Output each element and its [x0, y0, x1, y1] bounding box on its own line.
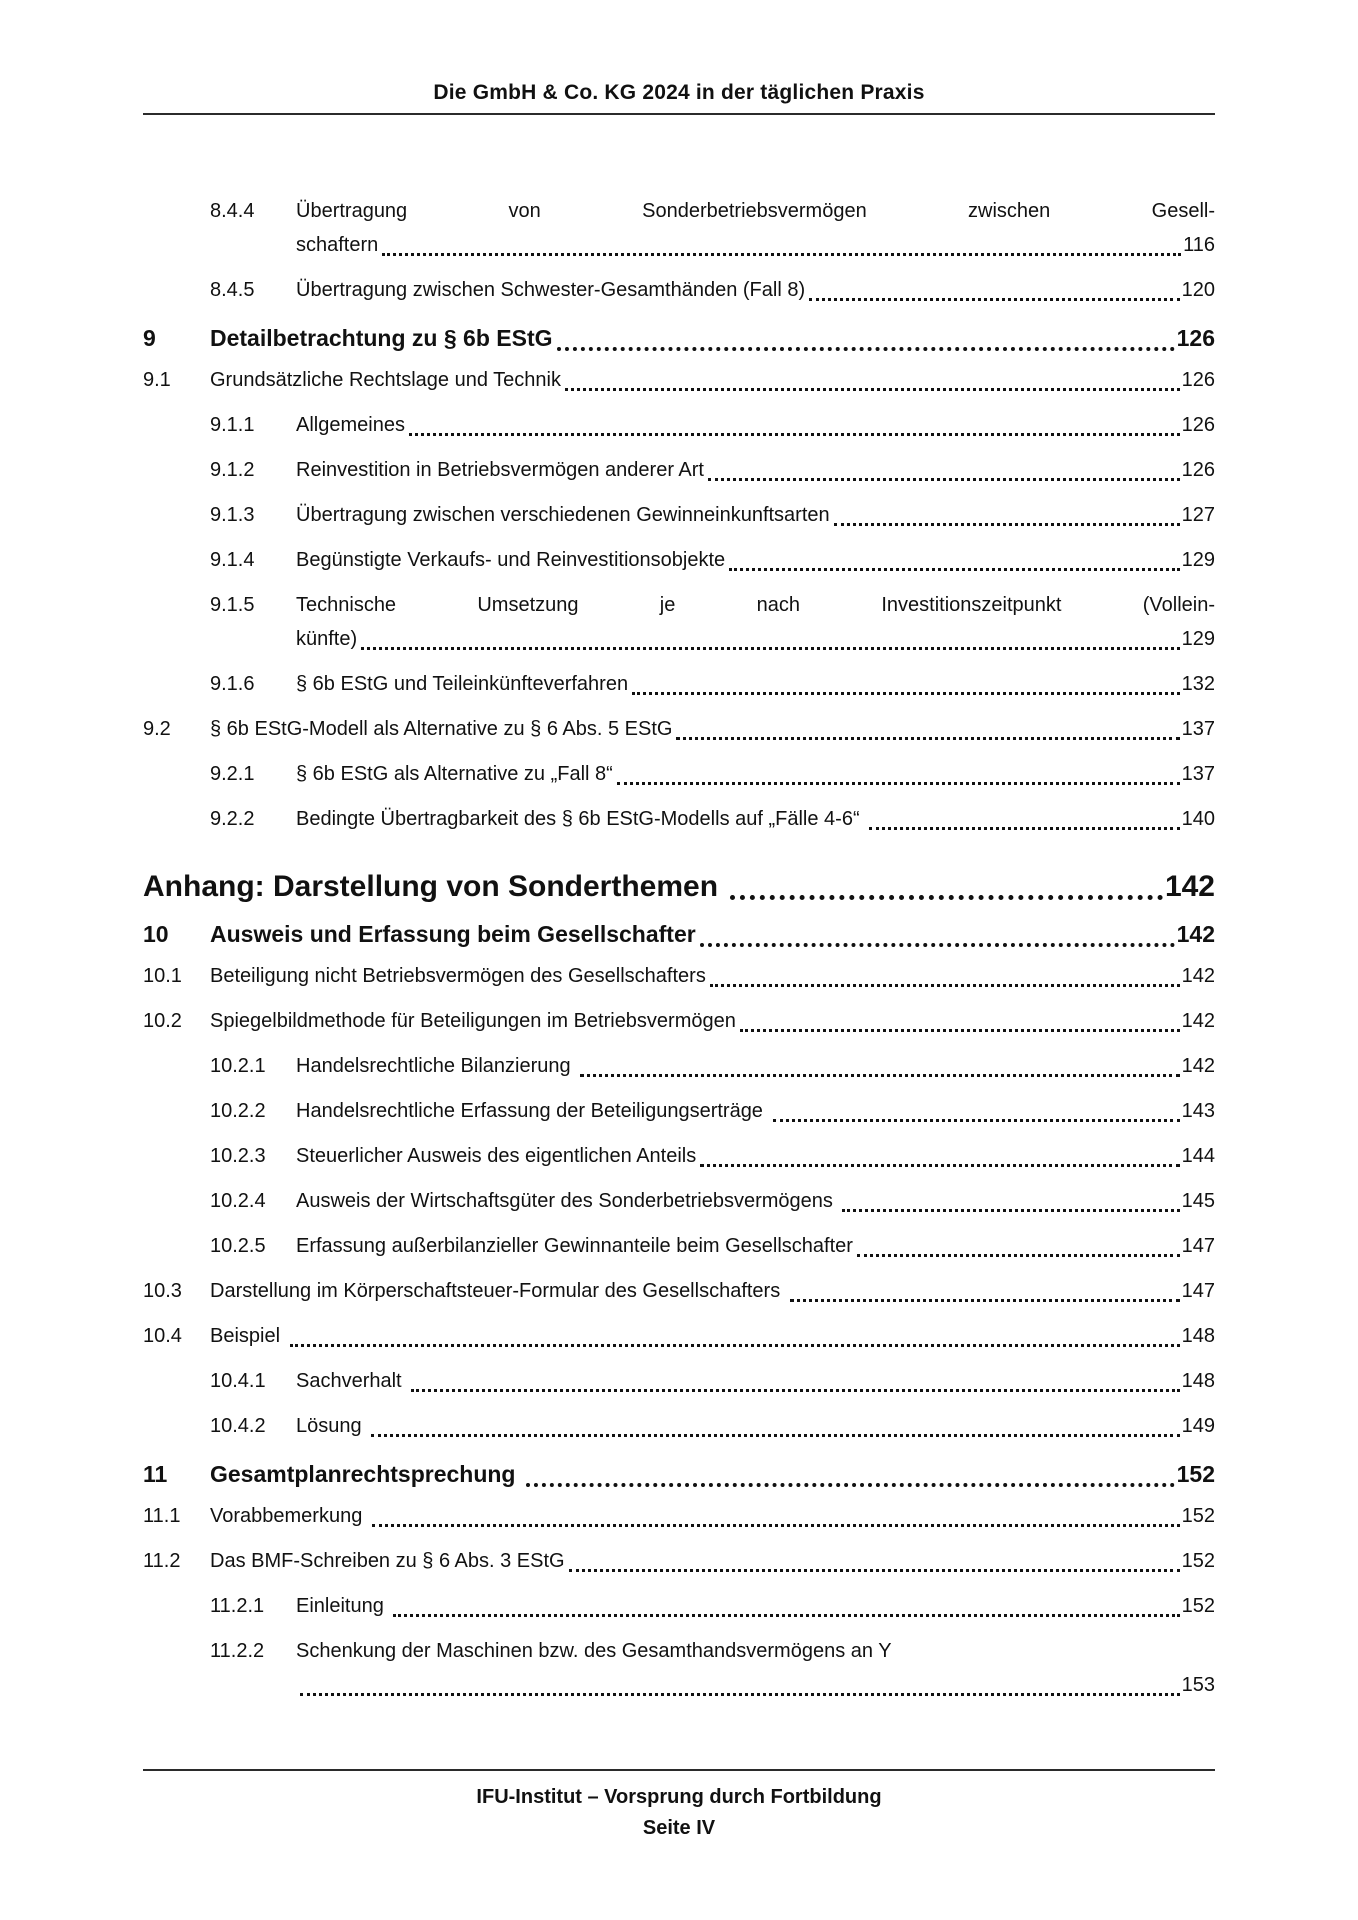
- toc-entry-title-line1: Technische Umsetzung je nach Investitionszeitpunkt (Vollein-: [296, 594, 1215, 616]
- dot-leader: [393, 1614, 1179, 1617]
- dot-leader: [580, 1074, 1179, 1077]
- toc-entry-number: 9.1: [143, 369, 171, 391]
- toc-entry-body: [296, 667, 1215, 701]
- toc-leader-line: [296, 667, 1215, 701]
- toc-entry-9.1.2: [143, 453, 1215, 487]
- toc-leader-line: [296, 1184, 1215, 1218]
- dot-leader: [710, 984, 1180, 987]
- toc-entry-9.1.4: [143, 543, 1215, 577]
- toc-leader-line: [210, 363, 1215, 397]
- dot-leader: [729, 568, 1179, 571]
- toc-entry-title: Ausweis und Erfassung beim Gesellschafter: [210, 921, 696, 947]
- toc-page-number: 142: [1164, 870, 1215, 903]
- toc-entry-body: [210, 959, 1215, 993]
- toc-entry-title: Spiegelbildmethode für Beteiligungen im Betriebsvermögen: [210, 1010, 736, 1032]
- toc-entry-number: 10: [143, 921, 169, 947]
- dot-leader: [869, 827, 1179, 830]
- toc-entry-number: 10.2.2: [210, 1100, 266, 1122]
- toc-entry-number: 8.4.5: [210, 279, 255, 301]
- toc-page-number: 147: [1181, 1280, 1215, 1302]
- toc-entry-title: Darstellung im Körperschaftsteuer-Formular des Gesellschafters: [210, 1280, 786, 1302]
- toc-entry-9.2.1: [143, 757, 1215, 791]
- toc-leader-line: [296, 453, 1215, 487]
- toc-entry-9.1.3: [143, 498, 1215, 532]
- toc-entry-9.1.1: [143, 408, 1215, 442]
- toc-entry-body: [210, 318, 1215, 358]
- toc-leader-line: [210, 1274, 1215, 1308]
- toc-entry-title: Reinvestition in Betriebsvermögen anderer Art: [296, 459, 704, 481]
- toc-entry-title: Ausweis der Wirtschaftsgüter des Sonderbetriebsvermögens: [296, 1190, 839, 1212]
- toc-page-number: 142: [1181, 1010, 1215, 1032]
- toc-entry-9.1: [143, 363, 1215, 397]
- toc-entry-title: Bedingte Übertragbarkeit des § 6b EStG-Modells auf „Fälle 4-6“: [296, 808, 866, 830]
- toc-leader-line: [296, 228, 1215, 262]
- toc-entry-number: 11.1: [143, 1505, 181, 1527]
- toc-entry-number: 10.2.5: [210, 1235, 266, 1257]
- toc-entry-number: 11.2: [143, 1550, 181, 1572]
- toc-leader-line: [296, 757, 1215, 791]
- dot-leader: [790, 1299, 1180, 1302]
- dot-leader: [857, 1254, 1180, 1257]
- toc-entry-title: Sachverhalt: [296, 1370, 408, 1392]
- toc-entry-body: [296, 1139, 1215, 1173]
- toc-leader-line: [210, 1319, 1215, 1353]
- toc-page-number: 142: [1181, 1055, 1215, 1077]
- toc-leader-line: [296, 1364, 1215, 1398]
- toc-entry-number: 10.2.4: [210, 1190, 266, 1212]
- toc-page-number: 126: [1181, 369, 1215, 391]
- toc-entry-10.4.2: [143, 1409, 1215, 1443]
- toc-page-number: 152: [1181, 1550, 1215, 1572]
- dot-leader: [708, 478, 1180, 481]
- toc-leader-line: [296, 1589, 1215, 1623]
- toc-leader-line: [296, 408, 1215, 442]
- toc-entry-body: [210, 1544, 1215, 1578]
- header-rule: [143, 113, 1215, 115]
- toc-entry-10.4: [143, 1319, 1215, 1353]
- toc-entry-number: 11.2.1: [210, 1595, 265, 1617]
- toc-entry-11.2.2: [143, 1634, 1215, 1702]
- toc-entry-body: [296, 1049, 1215, 1083]
- dot-leader: [700, 943, 1175, 947]
- toc-entry-10: [143, 914, 1215, 954]
- toc-page-number: 142: [1176, 921, 1215, 947]
- toc-entry-number: 11.2.2: [210, 1640, 265, 1662]
- toc-entry-number: 9.1.5: [210, 594, 255, 616]
- toc-entry-9.1.6: [143, 667, 1215, 701]
- toc-entry-8.4.4: [143, 194, 1215, 262]
- toc-entry-10.4.1: [143, 1364, 1215, 1398]
- toc-page-number: 149: [1181, 1415, 1215, 1437]
- toc-entry-body: [210, 1004, 1215, 1038]
- toc-entry-body: [296, 1409, 1215, 1443]
- toc-entry-8.4.5: [143, 273, 1215, 307]
- toc-entry-number: 9.2.1: [210, 763, 255, 785]
- toc-entry-title: Steuerlicher Ausweis des eigentlichen Anteils: [296, 1145, 697, 1167]
- dot-leader: [557, 347, 1175, 351]
- toc-entry-number: 9.1.4: [210, 549, 255, 571]
- toc-entry-title: Detailbetrachtung zu § 6b EStG: [210, 325, 553, 351]
- toc-page-number: 142: [1181, 965, 1215, 987]
- toc-leader-line: [296, 1139, 1215, 1173]
- toc-leader-line: [296, 1094, 1215, 1128]
- toc-page-number: 144: [1181, 1145, 1215, 1167]
- toc-leader-line: [296, 802, 1215, 836]
- toc-entry-number: 10.2.3: [210, 1145, 266, 1167]
- toc-leader-line: [143, 866, 1215, 908]
- toc-entry-title: schaftern: [296, 234, 379, 256]
- toc-entry-title: Beispiel: [210, 1325, 286, 1347]
- toc-entry-number: 11: [143, 1461, 168, 1487]
- toc-entry-body: [296, 1364, 1215, 1398]
- toc-entry-body: [210, 1274, 1215, 1308]
- toc-entry-title: Handelsrechtliche Erfassung der Beteiligungserträge: [296, 1100, 769, 1122]
- toc-entry-title-line1: Schenkung der Maschinen bzw. des Gesamthandsvermögens an Y: [296, 1640, 892, 1662]
- toc-entry-body: [210, 914, 1215, 954]
- toc-entry-anhang: [143, 866, 1215, 908]
- toc-entry-11: [143, 1454, 1215, 1494]
- toc-leader-line: [296, 498, 1215, 532]
- toc-leader-line: [210, 1544, 1215, 1578]
- toc-page-number: 148: [1181, 1325, 1215, 1347]
- dot-leader: [700, 1164, 1179, 1167]
- toc-entry-title: künfte): [296, 628, 358, 650]
- toc-entry-body: [296, 1634, 1215, 1702]
- toc-leader-line: [210, 1004, 1215, 1038]
- toc-leader-line: [210, 959, 1215, 993]
- toc-entry-body: [296, 194, 1215, 262]
- toc-page-number: 148: [1181, 1370, 1215, 1392]
- toc-entry-9.1.5: [143, 588, 1215, 656]
- toc-entry-body: [296, 273, 1215, 307]
- toc-entry-body: [296, 1184, 1215, 1218]
- toc-entry-number: 9.2: [143, 718, 171, 740]
- toc-leader-line: [296, 1668, 1215, 1702]
- toc-leader-line: [296, 1229, 1215, 1263]
- toc-entry-body: [296, 408, 1215, 442]
- toc-leader-line: [210, 914, 1215, 954]
- dot-leader: [730, 895, 1163, 900]
- dot-leader: [834, 523, 1180, 526]
- toc-entry-body: [296, 453, 1215, 487]
- dot-leader: [526, 1483, 1175, 1487]
- toc-page-number: 153: [1181, 1674, 1215, 1696]
- toc-entry-body: [296, 1229, 1215, 1263]
- table-of-contents: [0, 194, 1358, 1702]
- toc-entry-title: Übertragung zwischen Schwester-Gesamthänden (Fall 8): [296, 279, 806, 301]
- toc-entry-11.1: [143, 1499, 1215, 1533]
- dot-leader: [569, 1569, 1180, 1572]
- toc-entry-title: Das BMF-Schreiben zu § 6 Abs. 3 EStG: [210, 1550, 565, 1572]
- dot-leader: [676, 737, 1179, 740]
- toc-page-number: 127: [1181, 504, 1215, 526]
- toc-entry-body: [210, 1319, 1215, 1353]
- toc-entry-title: § 6b EStG als Alternative zu „Fall 8“: [296, 763, 613, 785]
- dot-leader: [411, 1389, 1179, 1392]
- toc-entry-title-line1: Übertragung von Sonderbetriebsvermögen zwischen Gesell-: [296, 200, 1215, 222]
- dot-leader: [290, 1344, 1180, 1347]
- dot-leader: [740, 1029, 1180, 1032]
- toc-entry-body: [210, 363, 1215, 397]
- toc-page-number: 152: [1176, 1461, 1215, 1487]
- toc-page-number: 143: [1181, 1100, 1215, 1122]
- toc-entry-number: 10.4: [143, 1325, 182, 1347]
- footer-page-label: Seite IV: [642, 1817, 716, 1839]
- toc-entry-title: Begünstigte Verkaufs- und Reinvestitionsobjekte: [296, 549, 726, 571]
- toc-page-number: 152: [1181, 1595, 1215, 1617]
- dot-leader: [809, 298, 1180, 301]
- toc-entry-title: Beteiligung nicht Betriebsvermögen des Gesellschafters: [210, 965, 706, 987]
- toc-entry-body: [210, 1499, 1215, 1533]
- toc-page-number: 147: [1181, 1235, 1215, 1257]
- toc-page-number: 129: [1181, 628, 1215, 650]
- toc-entry-9: [143, 318, 1215, 358]
- toc-entry-10.2.3: [143, 1139, 1215, 1173]
- dot-leader: [617, 782, 1180, 785]
- toc-leader-line: [210, 1454, 1215, 1494]
- toc-entry-10.1: [143, 959, 1215, 993]
- dot-leader: [773, 1119, 1180, 1122]
- toc-entry-body: [296, 543, 1215, 577]
- toc-leader-line: [296, 1409, 1215, 1443]
- toc-entry-number: 9.1.6: [210, 673, 255, 695]
- toc-entry-number: 9.2.2: [210, 808, 255, 830]
- toc-leader-line: [210, 318, 1215, 358]
- toc-leader-line: [296, 273, 1215, 307]
- toc-entry-10.2.2: [143, 1094, 1215, 1128]
- dot-leader: [565, 388, 1180, 391]
- toc-entry-number: 10.2: [143, 1010, 182, 1032]
- toc-page-number: 120: [1181, 279, 1215, 301]
- toc-entry-body: [296, 1094, 1215, 1128]
- toc-entry-title: § 6b EStG-Modell als Alternative zu § 6 Abs. 5 EStG: [210, 718, 673, 740]
- toc-entry-10.3: [143, 1274, 1215, 1308]
- toc-page-number: 126: [1176, 325, 1215, 351]
- toc-page-number: 129: [1181, 549, 1215, 571]
- toc-entry-number: 8.4.4: [210, 200, 255, 222]
- toc-entry-number: 9.1.2: [210, 459, 255, 481]
- dot-leader: [409, 433, 1180, 436]
- footer-publisher-line: IFU-Institut – Vorsprung durch Fortbildung: [476, 1786, 882, 1808]
- toc-entry-number: 9.1.1: [210, 414, 255, 436]
- dot-leader: [372, 1524, 1180, 1527]
- toc-entry-title: Übertragung zwischen verschiedenen Gewinneinkunftsarten: [296, 504, 830, 526]
- dot-leader: [632, 692, 1180, 695]
- toc-page-number: 126: [1181, 459, 1215, 481]
- toc-leader-line: [210, 712, 1215, 746]
- toc-entry-body: [296, 588, 1215, 656]
- toc-entry-body: [210, 1454, 1215, 1494]
- toc-entry-10.2.1: [143, 1049, 1215, 1083]
- toc-entry-body: [143, 866, 1215, 908]
- toc-page-number: 116: [1183, 234, 1215, 256]
- toc-entry-title: Handelsrechtliche Bilanzierung: [296, 1055, 577, 1077]
- dot-leader: [300, 1693, 1180, 1696]
- toc-entry-9.2.2: [143, 802, 1215, 836]
- toc-page-number: 140: [1181, 808, 1215, 830]
- toc-entry-title: Erfassung außerbilanzieller Gewinnanteile beim Gesellschafter: [296, 1235, 853, 1257]
- toc-entry-11.2.1: [143, 1589, 1215, 1623]
- toc-page-number: 132: [1181, 673, 1215, 695]
- toc-page-number: 137: [1181, 763, 1215, 785]
- toc-entry-title: Gesamtplanrechtsprechung: [210, 1461, 522, 1487]
- toc-leader-line: [210, 1499, 1215, 1533]
- dot-leader: [371, 1434, 1179, 1437]
- toc-entry-number: 10.4.2: [210, 1415, 266, 1437]
- toc-entry-10.2.5: [143, 1229, 1215, 1263]
- toc-entry-10.2: [143, 1004, 1215, 1038]
- toc-entry-number: 10.1: [143, 965, 182, 987]
- dot-leader: [382, 253, 1181, 256]
- toc-entry-title: Vorabbemerkung: [210, 1505, 368, 1527]
- toc-entry-title: Grundsätzliche Rechtslage und Technik: [210, 369, 561, 391]
- toc-leader-line: [296, 1049, 1215, 1083]
- toc-entry-body: [296, 498, 1215, 532]
- dot-leader: [842, 1209, 1179, 1212]
- toc-entry-title: Anhang: Darstellung von Sonderthemen: [143, 870, 727, 903]
- toc-entry-number: 10.3: [143, 1280, 182, 1302]
- toc-entry-body: [210, 712, 1215, 746]
- toc-leader-line: [296, 543, 1215, 577]
- toc-entry-body: [296, 802, 1215, 836]
- dot-leader: [361, 647, 1179, 650]
- toc-page-number: 152: [1181, 1505, 1215, 1527]
- toc-entry-body: [296, 1589, 1215, 1623]
- toc-entry-number: 9: [143, 325, 156, 351]
- toc-entry-title: Allgemeines: [296, 414, 405, 436]
- toc-entry-10.2.4: [143, 1184, 1215, 1218]
- toc-entry-9.2: [143, 712, 1215, 746]
- toc-entry-number: 9.1.3: [210, 504, 255, 526]
- toc-entry-body: [296, 757, 1215, 791]
- page-footer: [143, 1769, 1215, 1844]
- toc-leader-line: [296, 622, 1215, 656]
- toc-page-number: 145: [1181, 1190, 1215, 1212]
- toc-entry-title: Einleitung: [296, 1595, 390, 1617]
- running-head-title: Die GmbH & Co. KG 2024 in der täglichen Praxis: [433, 81, 925, 104]
- toc-entry-number: 10.4.1: [210, 1370, 266, 1392]
- toc-entry-title: Lösung: [296, 1415, 368, 1437]
- toc-page-number: 126: [1181, 414, 1215, 436]
- page-header: [0, 0, 1358, 115]
- toc-entry-title: § 6b EStG und Teileinkünfteverfahren: [296, 673, 629, 695]
- toc-entry-11.2: [143, 1544, 1215, 1578]
- toc-entry-number: 10.2.1: [210, 1055, 266, 1077]
- toc-page-number: 137: [1181, 718, 1215, 740]
